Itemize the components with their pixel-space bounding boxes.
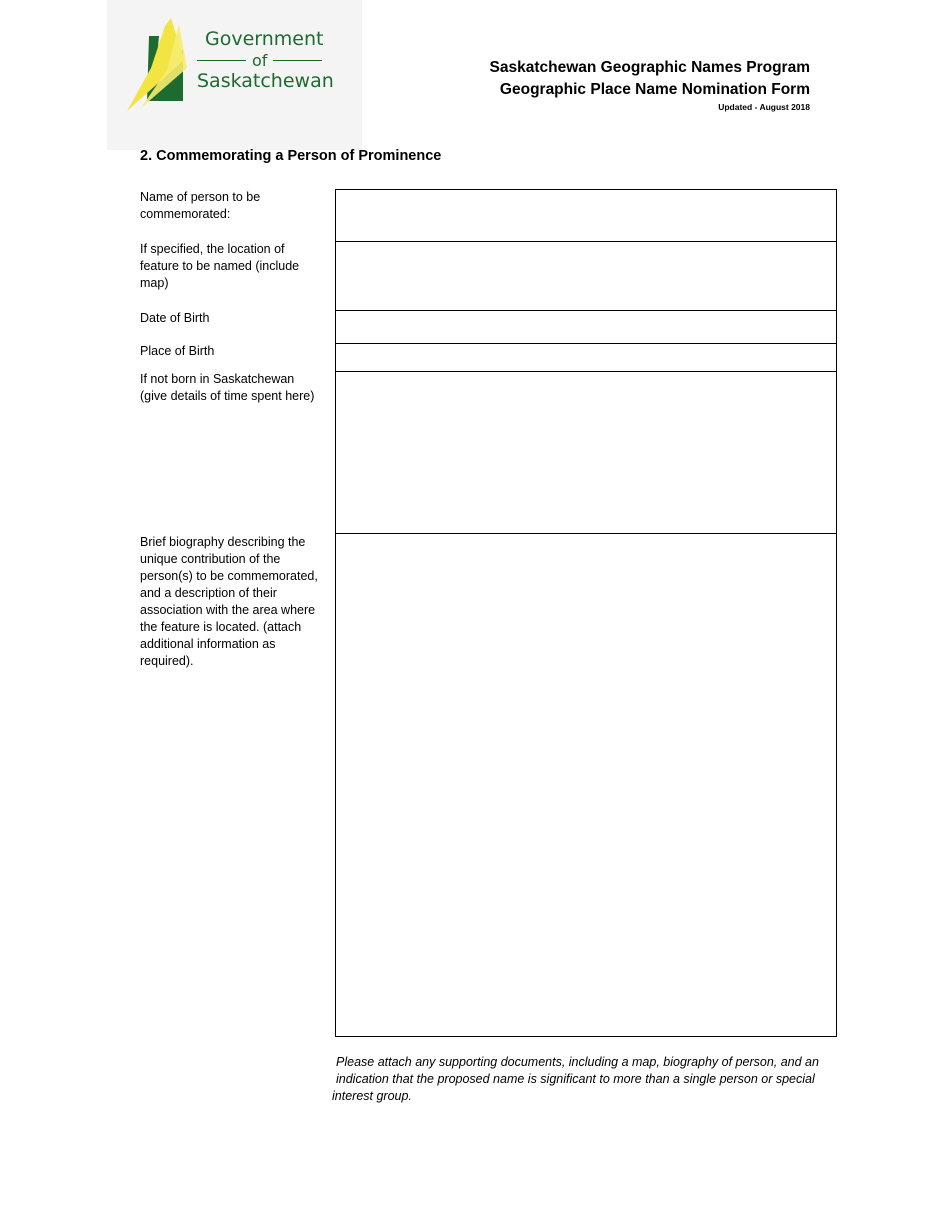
- logo-line-government: Government: [205, 28, 324, 50]
- pob-field[interactable]: [335, 343, 837, 372]
- bio-label-line: unique contribution of the: [140, 552, 281, 566]
- notborn-field[interactable]: [335, 371, 837, 534]
- logo-rule-right: [273, 60, 322, 61]
- bio-label-line: additional information as: [140, 637, 276, 651]
- note-line: interest group.: [332, 1089, 412, 1103]
- bio-label-line: association with the area where: [140, 603, 316, 617]
- bio-label-line: the feature is located. (attach: [140, 620, 302, 634]
- logo-line-saskatchewan: Saskatchewan: [197, 70, 334, 92]
- note-line: indication that the proposed name is significant to more than a single person or special: [336, 1072, 815, 1086]
- logo-rule-left: [197, 60, 246, 61]
- name-label-line: Name of person to be: [140, 190, 261, 204]
- bio-label-line: required).: [140, 654, 194, 668]
- location-label-line: If specified, the location of: [140, 242, 285, 256]
- bio-label-line: Brief biography describing the: [140, 535, 306, 549]
- notborn-label: [140, 371, 330, 405]
- bio-label-line: and a description of their: [140, 586, 277, 600]
- program-title: Saskatchewan Geographic Names Program: [489, 59, 810, 76]
- form-title: Geographic Place Name Nomination Form: [499, 81, 810, 98]
- note-line: Please attach any supporting documents, including a map, biography of person, and an: [336, 1055, 819, 1069]
- name-label: [140, 189, 330, 223]
- form-header: [490, 57, 810, 112]
- location-label-line: map): [140, 276, 169, 290]
- location-label: [140, 241, 330, 292]
- notborn-label-line: (give details of time spent here): [140, 389, 315, 403]
- section-title: 2. Commemorating a Person of Prominence: [140, 148, 442, 164]
- logo-line-of: [197, 50, 337, 71]
- wheat-sheaf-logo-icon: [127, 18, 187, 113]
- dob-label: Date of Birth: [140, 311, 210, 325]
- pob-label: Place of Birth: [140, 344, 215, 358]
- logo-of-text: of: [252, 51, 268, 70]
- attachment-note: [332, 1054, 837, 1105]
- logo-wordmark: [197, 29, 337, 92]
- bio-field[interactable]: [335, 533, 837, 1037]
- notborn-label-line: If not born in Saskatchewan: [140, 372, 295, 386]
- name-field[interactable]: [335, 189, 837, 242]
- name-label-line: commemorated:: [140, 207, 231, 221]
- location-label-line: feature to be named (include: [140, 259, 300, 273]
- bio-label-line: person(s) to be commemorated,: [140, 569, 318, 583]
- bio-label: [140, 534, 330, 670]
- location-field[interactable]: [335, 241, 837, 311]
- dob-field[interactable]: [335, 310, 837, 344]
- updated-date: Updated - August 2018: [718, 102, 810, 112]
